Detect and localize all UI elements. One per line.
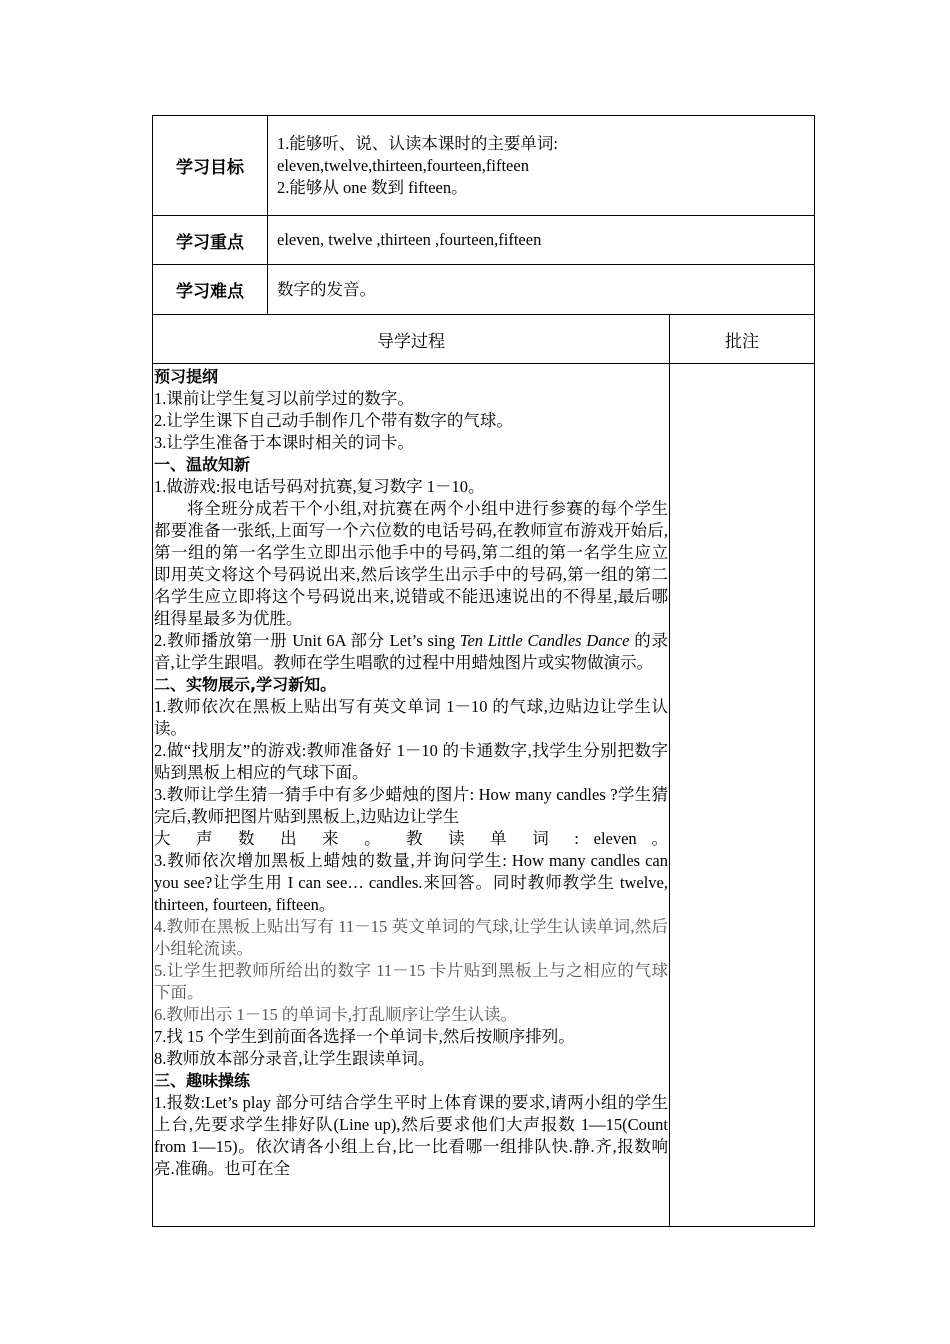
label-learning-goals: 学习目标	[153, 116, 268, 216]
preview-line-1: 1.课前让学生复习以前学过的数字。	[154, 389, 414, 408]
new-line-1: 1.教师依次在黑板上贴出写有英文单词 1－10 的气球,边贴边让学生认读。	[154, 697, 668, 738]
review-game-paragraph: 将全班分成若干个小组,对抗赛在两个小组中进行参赛的每个学生都要准备一张纸,上面写一个六位数的电话号码,在教师宣布游戏开始后,第一组的第一名学生立即出示他手中的号码,第二组的第一名学生应立即用英文将这个号码说出来,然后该学生出示手中的号码,第一组的第二名学生应立即将这个号码说出来,说错或不能迅速说出的不得星,最后哪组得星最多为优胜。	[154, 499, 668, 628]
section-practice-title: 三、趣味操练	[154, 1071, 251, 1090]
section-preview-title: 预习提纲	[154, 367, 219, 386]
new-line-8: 7.找 15 个学生到前面各选择一个单词卡,然后按顺序排列。	[154, 1027, 575, 1046]
song-title: Ten Little Candles Dance	[459, 631, 630, 650]
row-key-points	[153, 216, 815, 265]
value-learning-goals	[268, 116, 815, 216]
label-difficult-points: 学习难点	[153, 265, 268, 315]
new-line-9: 8.教师放本部分录音,让学生跟读单词。	[154, 1049, 435, 1068]
new-line-5: 4.教师在黑板上贴出写有 11－15 英文单词的气球,让学生认读单词,然后小组轮流读。	[154, 917, 668, 958]
review-line-2	[154, 630, 668, 674]
review-line-2-start: 2.教师播放第一册 Unit 6A 部分 Let’s sing	[154, 631, 460, 650]
header-process: 导学过程	[153, 315, 670, 364]
row-learning-goals	[153, 116, 815, 216]
new-line-3: 3.教师让学生猜一猜手中有多少蜡烛的图片: How many candles ?学生猜完后,教师把图片贴到黑板上,边贴边让学生	[154, 785, 668, 826]
review-line-2-end: 的录音,让学生跟唱。教师在学生唱歌的过程中用蜡烛图片或实物做演示。	[154, 631, 668, 672]
header-notes: 批注	[670, 315, 815, 364]
notes-content	[670, 364, 815, 1227]
goal-line-3: 2.能够从 one 数到 fifteen。	[277, 177, 468, 197]
label-key-points: 学习重点	[153, 216, 268, 265]
process-content	[153, 364, 670, 1227]
row-content	[153, 364, 815, 1227]
goal-line-2: eleven,twelve,thirteen,fourteen,fifteen	[277, 155, 529, 175]
section-review-title: 一、温故知新	[154, 455, 251, 474]
value-difficult-points: 数字的发音。	[268, 265, 815, 315]
new-line-6: 5.让学生把教师所给出的数字 11－15 卡片贴到黑板上与之相应的气球下面。	[154, 961, 668, 1002]
new-line-2: 2.做“找朋友”的游戏:教师准备好 1－10 的卡通数字,找学生分别把数字贴到黑板上相应的气球下面。	[154, 741, 668, 782]
review-line-1: 1.做游戏:报电话号码对抗赛,复习数字 1－10。	[154, 477, 485, 496]
new-line-3-cont: 大 声 数 出 来 。 教 读 单 词 : eleven 。	[154, 829, 668, 848]
row-difficult-points	[153, 265, 815, 315]
new-line-7: 6.教师出示 1－15 的单词卡,打乱顺序让学生认读。	[154, 1005, 517, 1024]
new-line-4: 3.教师依次增加黑板上蜡烛的数量,并询问学生: How many candles can you see?让学生用 I can see… candles.来回答。同时教师教学生 twelve, thirteen, fourteen, fifteen。	[154, 851, 668, 914]
section-new-knowledge-title: 二、实物展示,学习新知。	[154, 675, 337, 694]
value-key-points: eleven, twelve ,thirteen ,fourteen,fifteen	[268, 216, 815, 265]
preview-line-3: 3.让学生准备于本课时相关的词卡。	[154, 433, 414, 452]
practice-line-1: 1.报数:Let’s play 部分可结合学生平时上体育课的要求,请两小组的学生上台,先要求学生排好队(Line up),然后要求他们大声报数 1—15(Count from 1—15)。依次请各小组上台,比一比看哪一组排队快.静.齐,报数响亮.准确。也可在全	[154, 1093, 668, 1178]
goal-line-1: 1.能够听、说、认读本课时的主要单词:	[277, 133, 558, 153]
preview-line-2: 2.让学生课下自己动手制作几个带有数字的气球。	[154, 411, 513, 430]
lesson-plan-table	[152, 115, 815, 1227]
row-header	[153, 315, 815, 364]
